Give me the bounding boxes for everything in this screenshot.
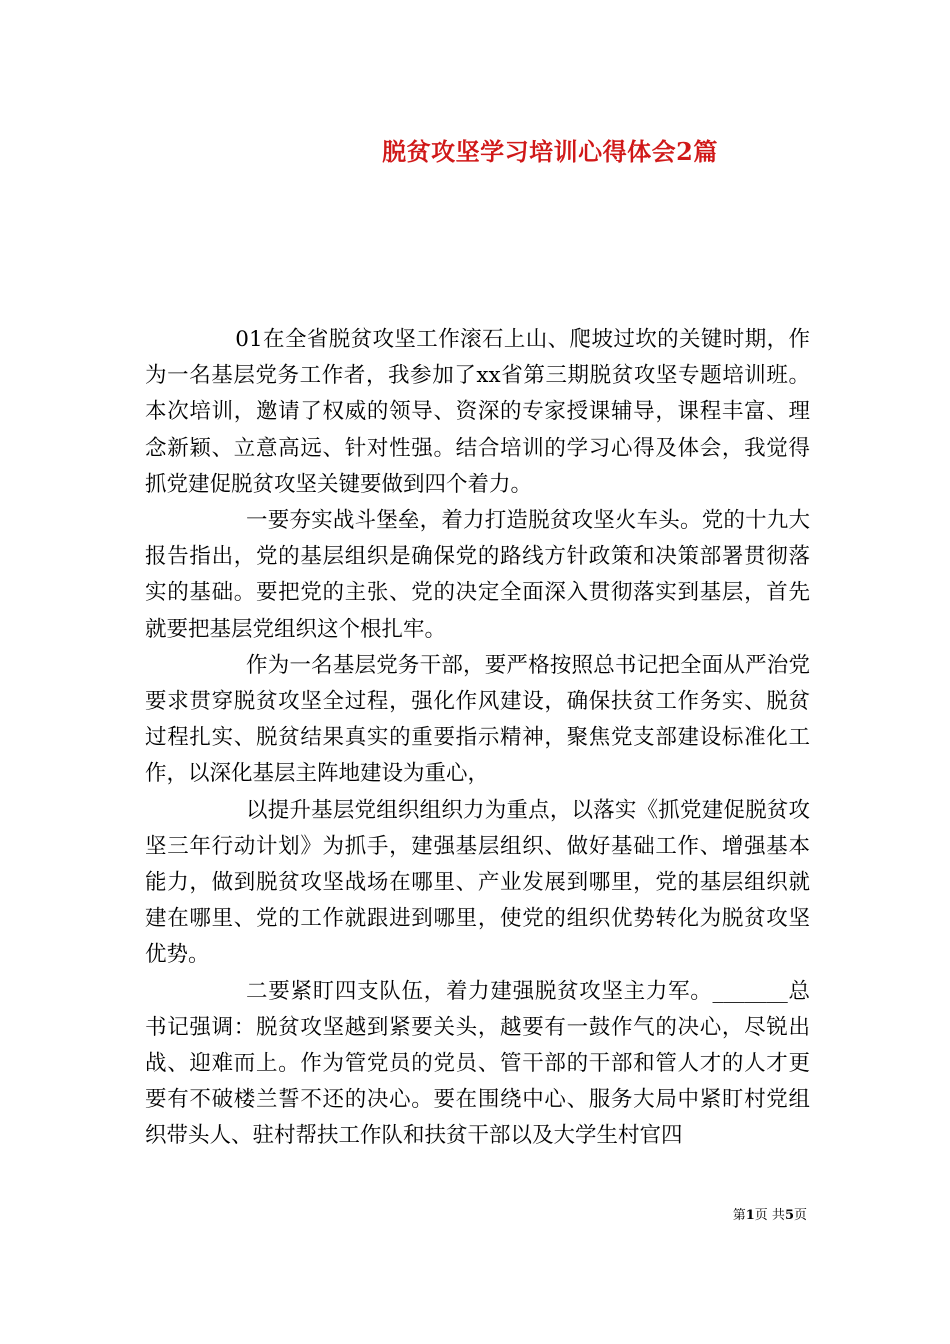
paragraph-point-two: 二要紧盯四支队伍，着力建强脱贫攻坚主力军。_______总书记强调：脱贫攻坚越到紧要关头，越要有一鼓作气的决心，尽锐出战、迎难而上。作为管党员的党员、管干部的干部和管人才的人才更要有不破楼兰誓不还的决心。要在围绕中心、服务大局中紧盯村党组织带头人、驻村帮扶工作队和扶贫干部以及大学生村官四 <box>145 978 810 1149</box>
page-number-prefix: 第 <box>732 1208 746 1223</box>
paragraph-intro: 01在全省脱贫攻坚工作滚石上山、爬坡过坎的关键时期，作为一名基层党务工作者，我参加了xx省第三期脱贫攻坚专题培训班。本次培训，邀请了权威的领导、资深的专家授课辅导，课程丰富、理念新颖、立意高远、针对性强。结合培训的学习心得及体会，我觉得抓党建促脱贫攻坚关键要做到四个着力。 <box>145 327 810 497</box>
page-number-suffix: 页 <box>793 1208 807 1223</box>
current-page: 1 <box>745 1208 755 1223</box>
total-pages: 5 <box>784 1208 794 1223</box>
document-title: 脱贫攻坚学习培训心得体会2篇 <box>382 137 718 166</box>
paragraph-party-cadre: 作为一名基层党务干部，要严格按照总书记把全面从严治党要求贯穿脱贫攻坚全过程，强化作风建设，确保扶贫工作务实、脱贫过程扎实、脱贫结果真实的重要指示精神，聚焦党支部建设标准化工作，以深化基层主阵地建设为重心， <box>145 652 810 787</box>
page-number <box>733 1204 807 1223</box>
document-body <box>145 322 810 1155</box>
paragraph-organization: 以提升基层党组织组织力为重点，以落实《抓党建促脱贫攻坚三年行动计划》为抓手，建强基层组织、做好基础工作、增强基本能力，做到脱贫攻坚战场在哪里、产业发展到哪里，党的基层组织就建在哪里、党的工作就跟进到哪里，使党的组织优势转化为脱贫攻坚优势。 <box>145 797 810 968</box>
page-number-middle: 页 共 <box>754 1208 785 1223</box>
paragraph-point-one: 一要夯实战斗堡垒，着力打造脱贫攻坚火车头。党的十九大报告指出，党的基层组织是确保党的路线方针政策和决策部署贯彻落实的基础。要把党的主张、党的决定全面深入贯彻落实到基层，首先就要把基层党组织这个根扎牢。 <box>145 508 810 642</box>
